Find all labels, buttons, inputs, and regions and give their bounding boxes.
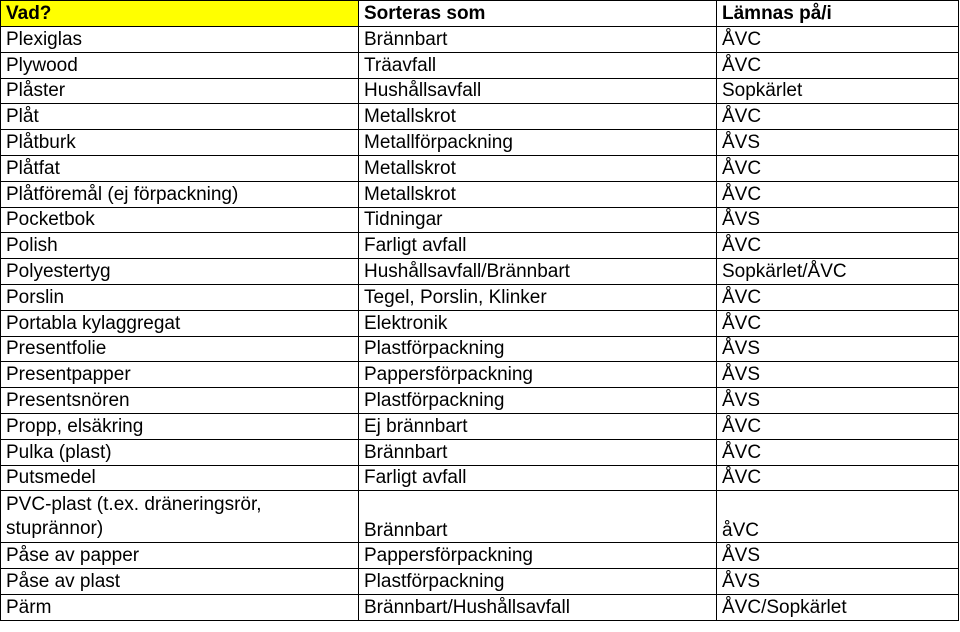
table-row <box>1 388 959 414</box>
item-name: Plåt <box>1 104 359 130</box>
drop-off: ÅVC <box>717 413 959 439</box>
item-name: Polish <box>1 233 359 259</box>
drop-off: ÅVC <box>717 52 959 78</box>
drop-off: ÅVC <box>717 181 959 207</box>
sorted-as: Farligt avfall <box>359 233 717 259</box>
drop-off: ÅVC/Sopkärlet <box>717 594 959 620</box>
table-row <box>1 284 959 310</box>
sorted-as: Hushållsavfall/Brännbart <box>359 259 717 285</box>
drop-off: ÅVC <box>717 104 959 130</box>
sorted-as: Hushållsavfall <box>359 78 717 104</box>
drop-off: ÅVS <box>717 388 959 414</box>
sorted-as: Brännbart/Hushållsavfall <box>359 594 717 620</box>
table-row <box>1 130 959 156</box>
drop-off: ÅVS <box>717 207 959 233</box>
sorted-as: Metallskrot <box>359 155 717 181</box>
sorted-as: Metallförpackning <box>359 130 717 156</box>
table-row <box>1 104 959 130</box>
sorted-as: Pappersförpackning <box>359 543 717 569</box>
item-name: Porslin <box>1 284 359 310</box>
item-name: Pulka (plast) <box>1 439 359 465</box>
table-row <box>1 233 959 259</box>
header-row <box>1 1 959 27</box>
sorted-as: Träavfall <box>359 52 717 78</box>
table-row <box>1 207 959 233</box>
table-row <box>1 52 959 78</box>
sorted-as: Plastförpackning <box>359 388 717 414</box>
sorted-as: Brännbart <box>359 439 717 465</box>
drop-off: ÅVC <box>717 465 959 491</box>
drop-off: ÅVC <box>717 27 959 53</box>
drop-off: ÅVS <box>717 336 959 362</box>
item-name: Pocketbok <box>1 207 359 233</box>
header-sorted-as: Sorteras som <box>359 1 717 27</box>
table-row <box>1 310 959 336</box>
sorted-as: Brännbart <box>359 491 717 543</box>
table-row <box>1 336 959 362</box>
table-row <box>1 569 959 595</box>
table-row <box>1 78 959 104</box>
drop-off: ÅVC <box>717 284 959 310</box>
item-name: Plåster <box>1 78 359 104</box>
sorted-as: Elektronik <box>359 310 717 336</box>
item-name: Plåtburk <box>1 130 359 156</box>
item-name: Presentfolie <box>1 336 359 362</box>
table-row <box>1 543 959 569</box>
sorted-as: Tegel, Porslin, Klinker <box>359 284 717 310</box>
drop-off: ÅVS <box>717 543 959 569</box>
header-drop-off: Lämnas på/i <box>717 1 959 27</box>
item-name: Plåtfat <box>1 155 359 181</box>
item-name: Påse av plast <box>1 569 359 595</box>
item-name: Plåtföremål (ej förpackning) <box>1 181 359 207</box>
item-name: Presentpapper <box>1 362 359 388</box>
sorted-as: Plastförpackning <box>359 569 717 595</box>
drop-off: Sopkärlet <box>717 78 959 104</box>
item-name: Plywood <box>1 52 359 78</box>
item-name: Plexiglas <box>1 27 359 53</box>
item-name: Putsmedel <box>1 465 359 491</box>
table-row <box>1 259 959 285</box>
table-row <box>1 465 959 491</box>
sorted-as: Metallskrot <box>359 104 717 130</box>
drop-off: Sopkärlet/ÅVC <box>717 259 959 285</box>
table-row <box>1 594 959 620</box>
drop-off: ÅVS <box>717 362 959 388</box>
table-row <box>1 155 959 181</box>
sorted-as: Pappersförpackning <box>359 362 717 388</box>
drop-off: ÅVC <box>717 439 959 465</box>
sorted-as: Tidningar <box>359 207 717 233</box>
sorted-as: Plastförpackning <box>359 336 717 362</box>
sorted-as: Brännbart <box>359 27 717 53</box>
drop-off: ÅVS <box>717 569 959 595</box>
table-row <box>1 181 959 207</box>
sorted-as: Ej brännbart <box>359 413 717 439</box>
table-row <box>1 439 959 465</box>
table-row <box>1 362 959 388</box>
sorted-as: Metallskrot <box>359 181 717 207</box>
table-row <box>1 27 959 53</box>
sorted-as: Farligt avfall <box>359 465 717 491</box>
drop-off: ÅVC <box>717 310 959 336</box>
item-name: Propp, elsäkring <box>1 413 359 439</box>
drop-off: ÅVC <box>717 233 959 259</box>
table-row <box>1 413 959 439</box>
item-name: Pärm <box>1 594 359 620</box>
header-item: Vad? <box>1 1 359 27</box>
item-name: Portabla kylaggregat <box>1 310 359 336</box>
item-name: Polyestertyg <box>1 259 359 285</box>
drop-off: ÅVC <box>717 155 959 181</box>
table-row <box>1 491 959 543</box>
drop-off: ÅVS <box>717 130 959 156</box>
item-name: PVC-plast (t.ex. dräneringsrör, stuprännor) <box>1 491 359 543</box>
item-name: Påse av papper <box>1 543 359 569</box>
item-name: Presentsnören <box>1 388 359 414</box>
drop-off: åVC <box>717 491 959 543</box>
